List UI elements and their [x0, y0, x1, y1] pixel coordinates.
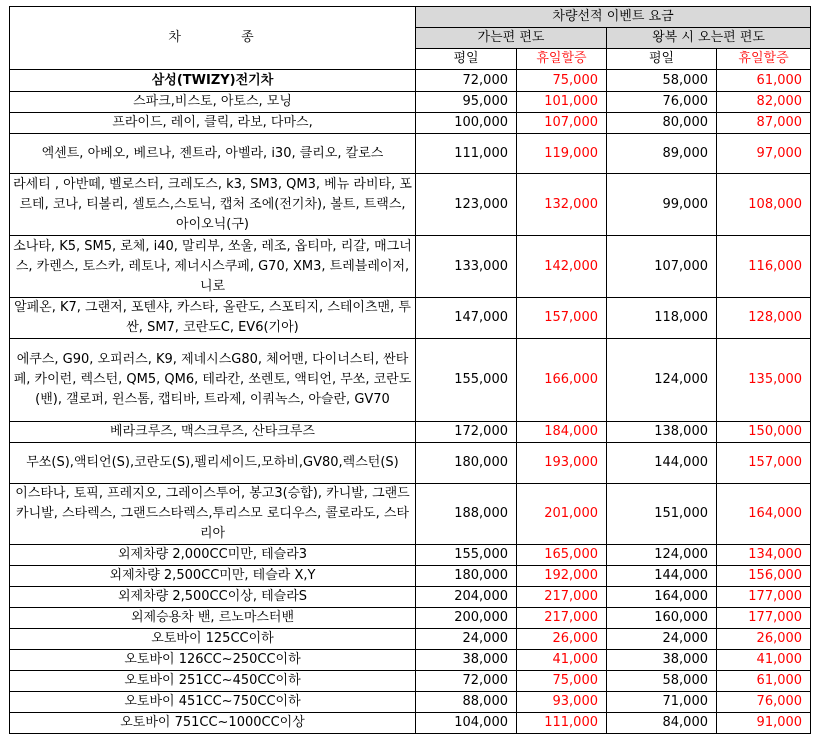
round-trip-holiday-price: 116,000	[717, 236, 811, 298]
table-row	[10, 174, 811, 236]
one-way-holiday-price: 26,000	[517, 629, 607, 650]
round-trip-holiday-price: 128,000	[717, 298, 811, 339]
round-trip-weekday-price: 89,000	[607, 134, 717, 174]
round-trip-weekday-price: 138,000	[607, 422, 717, 443]
car-model-cell: 오토바이 126CC~250CC이하	[10, 650, 416, 671]
one-way-weekday-price: 133,000	[416, 236, 517, 298]
one-way-holiday-price: 201,000	[517, 484, 607, 545]
one-way-weekday-price: 104,000	[416, 713, 517, 734]
table-row	[10, 422, 811, 443]
round-trip-holiday-price: 177,000	[717, 608, 811, 629]
round-trip-holiday-price: 157,000	[717, 443, 811, 484]
car-model-cell: 소나타, K5, SM5, 로체, i40, 말리부, 쏘울, 레조, 옵티마, 리갈, 매그너스, 카렌스, 토스카, 레토나, 제너시스쿠페, G70, XM3, 트레블레이저, 니로	[10, 236, 416, 298]
one-way-holiday-price: 217,000	[517, 608, 607, 629]
round-trip-holiday-price: 91,000	[717, 713, 811, 734]
round-trip-weekday-price: 164,000	[607, 587, 717, 608]
car-model-cell: 오토바이 125CC이하	[10, 629, 416, 650]
one-way-holiday-price: 101,000	[517, 92, 607, 113]
one-way-weekday-price: 111,000	[416, 134, 517, 174]
round-trip-holiday-price: 156,000	[717, 566, 811, 587]
one-way-holiday-price: 93,000	[517, 692, 607, 713]
car-model-cell: 외제차량 2,500CC이상, 테슬라S	[10, 587, 416, 608]
car-model-cell: 외제승용차 밴, 르노마스터밴	[10, 608, 416, 629]
round-trip-holiday-price: 134,000	[717, 545, 811, 566]
car-type-header: 차 종	[10, 7, 416, 70]
car-model-cell: 이스타나, 토픽, 프레지오, 그레이스투어, 봉고3(승합), 카니발, 그랜드카니발, 스타렉스, 그랜드스타렉스,투리스모 로디우스, 콜로라도, 스타리아	[10, 484, 416, 545]
one-way-weekday-price: 155,000	[416, 545, 517, 566]
round-trip-holiday-price: 108,000	[717, 174, 811, 236]
one-way-weekday-price: 180,000	[416, 443, 517, 484]
round-trip-holiday-price: 150,000	[717, 422, 811, 443]
one-way-holiday-price: 107,000	[517, 113, 607, 134]
round-trip-holiday-price: 82,000	[717, 92, 811, 113]
round-trip-holiday-price: 87,000	[717, 113, 811, 134]
car-model-cell: 외제차량 2,500CC미만, 테슬라 X,Y	[10, 566, 416, 587]
round-trip-weekday-price: 151,000	[607, 484, 717, 545]
round-trip-weekday-price: 144,000	[607, 566, 717, 587]
car-model-cell: 삼성(TWIZY)전기차	[10, 70, 416, 92]
table-row	[10, 113, 811, 134]
table-row	[10, 134, 811, 174]
table-row	[10, 608, 811, 629]
round-trip-weekday-price: 58,000	[607, 671, 717, 692]
one-way-weekday-price: 204,000	[416, 587, 517, 608]
one-way-weekday-price: 123,000	[416, 174, 517, 236]
one-way-weekday-price: 200,000	[416, 608, 517, 629]
one-way-weekday-price: 88,000	[416, 692, 517, 713]
round-trip-weekday-price: 160,000	[607, 608, 717, 629]
table-row	[10, 650, 811, 671]
one-way-holiday-price: 192,000	[517, 566, 607, 587]
car-model-cell: 라세티 , 아반떼, 벨로스터, 크레도스, k3, SM3, QM3, 베뉴 라비타, 포르테, 코나, 티볼리, 셀토스,스토닉, 캡처 조에(전기차), 볼트, 트랙스, 아이오닉(구)	[10, 174, 416, 236]
round-trip-weekday-price: 24,000	[607, 629, 717, 650]
one-way-weekday-price: 155,000	[416, 339, 517, 422]
table-row	[10, 92, 811, 113]
table-row	[10, 629, 811, 650]
one-way-weekday-price: 95,000	[416, 92, 517, 113]
round-trip-weekday-price: 84,000	[607, 713, 717, 734]
round-trip-weekday-price: 76,000	[607, 92, 717, 113]
round-trip-header: 왕복 시 오는편 편도	[607, 28, 811, 49]
one-way-holiday-price: 75,000	[517, 70, 607, 92]
table-row	[10, 671, 811, 692]
car-model-cell: 에쿠스, G90, 오피러스, K9, 제네시스G80, 체어맨, 다이너스티, 싼타페, 카이런, 렉스턴, QM5, QM6, 테라칸, 쏘렌토, 액티언, 무쏘, 코란도(밴), 갤로퍼, 윈스톰, 캡티바, 트라제, 이쿼녹스, 아슬란, GV70	[10, 339, 416, 422]
one-way-weekday-price: 24,000	[416, 629, 517, 650]
one-way-weekday-price: 147,000	[416, 298, 517, 339]
round-trip-weekday-price: 58,000	[607, 70, 717, 92]
one-way-holiday-price: 166,000	[517, 339, 607, 422]
car-model-cell: 스파크,비스토, 아토스, 모닝	[10, 92, 416, 113]
car-model-cell: 엑센트, 아베오, 베르나, 젠트라, 아벨라, i30, 클리오, 칼로스	[10, 134, 416, 174]
round-trip-holiday-price: 76,000	[717, 692, 811, 713]
round-trip-holiday-price: 61,000	[717, 70, 811, 92]
one-way-header: 가는편 편도	[416, 28, 607, 49]
round-trip-weekday-price: 118,000	[607, 298, 717, 339]
round-trip-weekday-price: 107,000	[607, 236, 717, 298]
round-trip-weekday-price: 80,000	[607, 113, 717, 134]
one-way-holiday-price: 111,000	[517, 713, 607, 734]
weekday-header: 평일	[607, 49, 717, 70]
car-model-cell: 베라크루즈, 맥스크루즈, 산타크루즈	[10, 422, 416, 443]
round-trip-weekday-price: 144,000	[607, 443, 717, 484]
round-trip-holiday-price: 135,000	[717, 339, 811, 422]
round-trip-weekday-price: 124,000	[607, 545, 717, 566]
table-row	[10, 298, 811, 339]
one-way-holiday-price: 132,000	[517, 174, 607, 236]
weekday-header: 평일	[416, 49, 517, 70]
car-model-cell: 오토바이 451CC~750CC이하	[10, 692, 416, 713]
car-model-cell: 외제차량 2,000CC미만, 테슬라3	[10, 545, 416, 566]
car-model-cell: 알페온, K7, 그랜저, 포텐샤, 카스타, 올란도, 스포티지, 스테이츠맨, 투싼, SM7, 코란도C, EV6(기아)	[10, 298, 416, 339]
round-trip-weekday-price: 99,000	[607, 174, 717, 236]
round-trip-weekday-price: 71,000	[607, 692, 717, 713]
one-way-holiday-price: 119,000	[517, 134, 607, 174]
one-way-weekday-price: 180,000	[416, 566, 517, 587]
one-way-holiday-price: 217,000	[517, 587, 607, 608]
one-way-weekday-price: 72,000	[416, 671, 517, 692]
table-row	[10, 339, 811, 422]
one-way-holiday-price: 193,000	[517, 443, 607, 484]
one-way-weekday-price: 38,000	[416, 650, 517, 671]
car-model-cell: 오토바이 751CC~1000CC이상	[10, 713, 416, 734]
round-trip-holiday-price: 26,000	[717, 629, 811, 650]
round-trip-holiday-price: 61,000	[717, 671, 811, 692]
table-row	[10, 484, 811, 545]
holiday-header: 휴일할증	[517, 49, 607, 70]
one-way-holiday-price: 157,000	[517, 298, 607, 339]
holiday-header: 휴일할증	[717, 49, 811, 70]
event-fare-header: 차량선적 이벤트 요금	[416, 7, 811, 28]
table-row	[10, 692, 811, 713]
one-way-holiday-price: 142,000	[517, 236, 607, 298]
table-row	[10, 545, 811, 566]
table-row	[10, 566, 811, 587]
table-row	[10, 70, 811, 92]
round-trip-holiday-price: 164,000	[717, 484, 811, 545]
table-row	[10, 713, 811, 734]
car-model-cell: 오토바이 251CC~450CC이하	[10, 671, 416, 692]
one-way-weekday-price: 100,000	[416, 113, 517, 134]
car-model-cell: 프라이드, 레이, 클릭, 라보, 다마스,	[10, 113, 416, 134]
one-way-weekday-price: 72,000	[416, 70, 517, 92]
one-way-holiday-price: 75,000	[517, 671, 607, 692]
one-way-holiday-price: 165,000	[517, 545, 607, 566]
fare-table	[9, 6, 811, 734]
one-way-holiday-price: 41,000	[517, 650, 607, 671]
round-trip-holiday-price: 41,000	[717, 650, 811, 671]
table-row	[10, 236, 811, 298]
table-row	[10, 587, 811, 608]
round-trip-holiday-price: 97,000	[717, 134, 811, 174]
round-trip-holiday-price: 177,000	[717, 587, 811, 608]
round-trip-weekday-price: 124,000	[607, 339, 717, 422]
table-row	[10, 443, 811, 484]
car-model-cell: 무쏘(S),액티언(S),코란도(S),펠리세이드,모하비,GV80,렉스턴(S)	[10, 443, 416, 484]
one-way-holiday-price: 184,000	[517, 422, 607, 443]
one-way-weekday-price: 172,000	[416, 422, 517, 443]
round-trip-weekday-price: 38,000	[607, 650, 717, 671]
one-way-weekday-price: 188,000	[416, 484, 517, 545]
